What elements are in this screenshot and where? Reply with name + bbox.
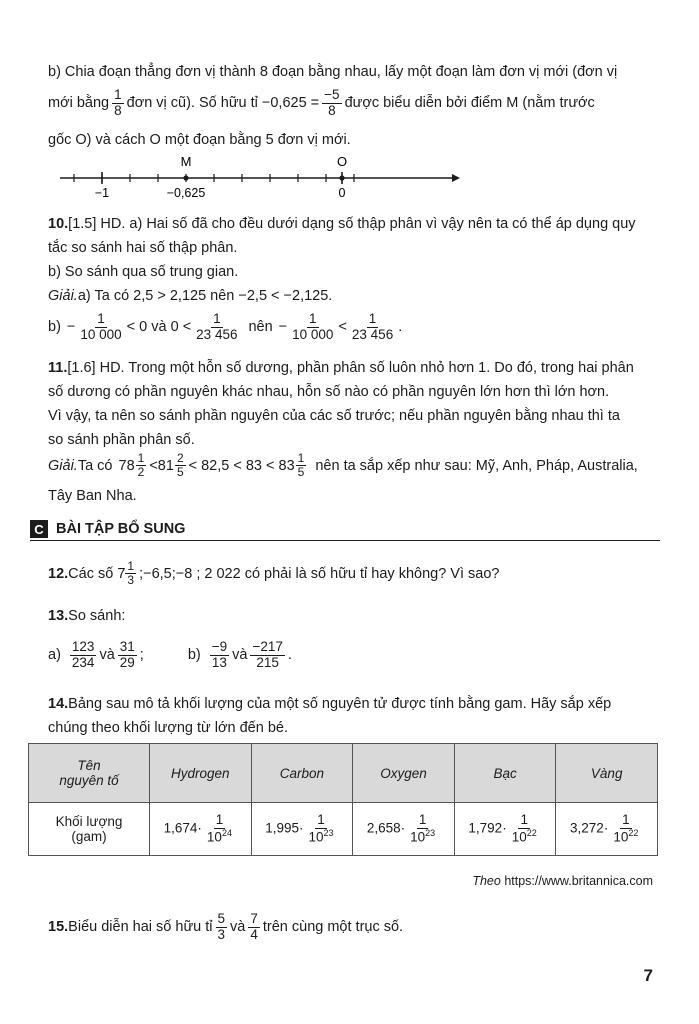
p9b-line2-b: đơn vị cũ). Số hữu tỉ −0,625 = — [126, 95, 320, 112]
compare-text: < 0 và 0 < — [126, 319, 192, 336]
p11-line4-text: so sánh phần phân số. — [48, 432, 195, 448]
frac-num: 1 — [309, 311, 317, 326]
row-label-line: (gam) — [71, 829, 107, 844]
tick-minus1: −1 — [94, 186, 110, 200]
p11-line1 — [48, 360, 660, 376]
frac-num: −5 — [324, 87, 340, 102]
base: 10 — [511, 829, 527, 845]
frac-num: 31 — [119, 639, 135, 654]
problem-number: 10. — [48, 216, 69, 232]
header-label-cell — [29, 744, 150, 803]
p15-text-b: trên cùng một trục số. — [262, 919, 404, 936]
header-cell: Hydrogen — [150, 744, 252, 803]
exponent: 22 — [628, 827, 639, 838]
p14-line1 — [48, 696, 660, 712]
p9b-line3-text: gốc O) và cách O một đoạn bằng 5 đơn vị mới. — [48, 132, 351, 148]
mass-cell — [150, 803, 252, 856]
frac-num: 1 — [297, 451, 305, 465]
p10-line1 — [48, 216, 660, 232]
lt-sign: < — [338, 319, 347, 336]
dot-operator: · — [502, 820, 507, 836]
solution-label: Giải. — [48, 457, 78, 474]
frac-num: 1 — [368, 311, 377, 326]
p10-line2 — [48, 240, 660, 256]
frac-den: 5 — [176, 465, 184, 480]
compare-chain: < 82,5 < 83 < 83 — [188, 457, 295, 474]
p11-line6 — [48, 488, 660, 504]
frac-den: 5 — [297, 465, 305, 480]
fraction — [210, 640, 229, 671]
frac-num: 1 — [127, 559, 135, 573]
coef: 3,272 — [570, 820, 604, 836]
exponent: 23 — [323, 827, 334, 838]
p11-line5 — [48, 452, 660, 479]
va-text: và — [230, 919, 246, 936]
p14-line1-text: Bảng sau mô tả khối lượng của một số nguyên tử được tính bằng gam. Hãy sắp xếp — [68, 696, 612, 712]
header-cell: Bạc — [454, 744, 556, 803]
frac-num: 1 — [418, 811, 427, 827]
p10-line4 — [48, 288, 660, 304]
period: . — [398, 319, 403, 336]
label-m: M — [180, 154, 192, 169]
frac-den: 3 — [217, 926, 226, 942]
fraction — [216, 912, 228, 943]
p13-line1 — [48, 608, 660, 624]
p11-line1-text: [1.6] HD. Trong một hỗn số dương, phần phân số luôn nhỏ hơn 1. Do đó, trong hai phân — [67, 360, 634, 376]
minus-sign: − — [66, 319, 76, 336]
table-row — [29, 803, 658, 856]
coef: 1,792 — [468, 820, 503, 836]
frac-num: 1 — [317, 811, 325, 827]
fraction-minus5-8 — [322, 88, 341, 119]
label-o: O — [336, 154, 348, 169]
section-letter: C — [30, 520, 48, 538]
p9b-line1-text: b) Chia đoạn thẳng đơn vị thành 8 đoạn bằng nhau, lấy một đoạn làm đơn vị mới (đơn vị — [48, 64, 618, 80]
frac-den: 4 — [250, 926, 258, 942]
p10-line2-text: tắc so sánh hai số thập phân. — [48, 240, 238, 256]
number-line — [60, 150, 460, 200]
p11-line2-text: số dương có phần nguyên khác nhau, hỗn số nào có phần nguyên lớn hơn thì lớn hơn. — [48, 384, 610, 400]
p9b-line2 — [48, 88, 660, 119]
base: 10 — [206, 829, 222, 845]
p10-line3 — [48, 264, 660, 280]
frac-den: 234 — [71, 654, 95, 670]
frac-den: 215 — [256, 654, 279, 670]
frac-num: 1 — [97, 311, 105, 326]
coef: 2,658 — [366, 820, 401, 836]
frac-den: 8 — [114, 102, 122, 118]
point-m — [183, 175, 188, 180]
source-prefix: Theo — [472, 874, 501, 888]
frac-num: 1 — [215, 811, 224, 827]
mixed-number — [295, 452, 310, 479]
exponent: 24 — [221, 827, 232, 838]
va-text: và — [99, 647, 115, 664]
minus-sign: − — [278, 319, 288, 336]
base: 10 — [410, 829, 426, 845]
section-title: BÀI TẬP BỔ SUNG — [56, 521, 186, 537]
tick-m-value: −0,625 — [166, 186, 206, 200]
p14-line2-text: chúng theo khối lượng từ lớn đến bé. — [48, 720, 288, 736]
p10-line4-text: a) Ta có 2,5 > 2,125 nên −2,5 < −2,125. — [77, 288, 333, 304]
header-cell: Vàng — [556, 744, 658, 803]
frac-den: 10 000 — [80, 326, 122, 342]
frac-num: 1 — [622, 811, 630, 827]
header-label-line: Tên — [77, 758, 101, 773]
mass-cell — [556, 803, 658, 856]
exponent: 22 — [526, 827, 537, 838]
fraction — [194, 312, 239, 343]
mass-cell — [251, 803, 353, 856]
row-label-cell — [29, 803, 150, 856]
fraction — [78, 312, 123, 343]
p9b-line2-a: mới bằng — [48, 95, 110, 112]
frac-num: 1 — [114, 87, 122, 102]
period: . — [287, 647, 292, 664]
fraction — [125, 560, 136, 587]
frac-den: 2 — [137, 465, 145, 480]
frac-den: 23 456 — [351, 326, 394, 342]
mass-cell — [353, 803, 455, 856]
frac-den: 3 — [127, 573, 135, 588]
base: 10 — [613, 829, 629, 845]
part-label: b) — [187, 647, 201, 664]
p10-line3-text: b) So sánh qua số trung gian. — [48, 264, 239, 280]
exponent: 23 — [425, 827, 436, 838]
fraction — [248, 912, 260, 943]
p15-line — [48, 912, 660, 943]
p9b-line3 — [48, 132, 660, 148]
p13-text: So sánh: — [68, 608, 126, 624]
base: 10 — [308, 829, 324, 845]
frac-num: 1 — [137, 451, 145, 465]
point-o — [339, 175, 344, 180]
frac-den: 29 — [119, 654, 135, 670]
frac-den: 23 456 — [196, 326, 238, 342]
frac-num: 5 — [217, 911, 226, 926]
lt-sign: < — [149, 457, 158, 474]
tick-zero: 0 — [338, 186, 346, 200]
problem-number: 15. — [48, 919, 69, 936]
part-label: a) — [48, 647, 61, 664]
frac-den: 8 — [328, 102, 336, 118]
mixed-number — [158, 452, 189, 479]
page-number: 7 — [643, 966, 653, 985]
table-header-row — [29, 744, 658, 803]
part-label: b) — [48, 319, 61, 336]
p13-line2 — [48, 640, 660, 671]
frac-den: 13 — [211, 654, 227, 670]
solution-label: Giải. — [48, 288, 78, 304]
va-text: và — [232, 647, 248, 664]
p11-line6-text: Tây Ban Nha. — [48, 488, 137, 504]
coef: 1,995 — [265, 820, 300, 836]
source-url: https://www.britannica.com — [500, 874, 653, 888]
whole-part: 78 — [118, 457, 135, 474]
p9b-line2-c: được biểu diễn bởi điểm M (nằm trước — [344, 95, 595, 112]
p11-tail-text: nên ta sắp xếp như sau: Mỹ, Anh, Pháp, Australia, — [315, 457, 638, 474]
problem-number: 11. — [48, 360, 68, 376]
p12-text-a: Các số 7 — [68, 565, 126, 582]
fraction — [250, 640, 284, 671]
row-label-line: Khối lượng — [55, 814, 123, 829]
section-header — [30, 518, 660, 541]
fraction — [350, 312, 395, 343]
frac-num: 1 — [520, 811, 528, 827]
dot-operator: · — [299, 820, 304, 836]
ta-co-text: Ta có — [77, 457, 113, 474]
mixed-number — [119, 452, 150, 479]
p12-line — [48, 560, 660, 587]
header-cell: Carbon — [251, 744, 353, 803]
fraction — [70, 640, 97, 671]
problem-number: 14. — [48, 696, 69, 712]
p9b-line1 — [48, 64, 660, 80]
fraction — [290, 312, 335, 343]
whole-part: 81 — [157, 457, 174, 474]
p11-line3 — [48, 408, 660, 424]
frac-num: 7 — [250, 911, 258, 926]
header-cell: Oxygen — [353, 744, 455, 803]
dot-operator: · — [603, 820, 609, 836]
frac-den: 10 000 — [292, 326, 334, 342]
p15-text-a: Biểu diễn hai số hữu tỉ — [68, 919, 213, 936]
p10-line5 — [48, 312, 660, 343]
p10-line1-text: [1.5] HD. a) Hai số đã cho đều dưới dạng số thập phân vì vậy nên ta có thể áp dụng quy — [68, 216, 636, 232]
dot-operator: · — [197, 820, 202, 836]
fraction-1-8 — [112, 88, 124, 119]
frac-num: −217 — [252, 639, 283, 654]
mass-cell — [454, 803, 556, 856]
coef: 1,674 — [163, 820, 198, 836]
atom-mass-table — [28, 743, 658, 856]
frac-num: 1 — [213, 311, 221, 326]
frac-num: 2 — [176, 451, 184, 465]
p11-line3-text: Vì vậy, ta nên so sánh phần nguyên của các số trước; nếu phần nguyên bằng nhau thì ta — [48, 408, 620, 424]
problem-number: 12. — [48, 565, 69, 582]
header-label-line: nguyên tố — [59, 773, 119, 788]
nen-text: nên — [248, 319, 273, 336]
problem-number: 13. — [48, 608, 69, 624]
p11-line4 — [48, 432, 660, 448]
source-citation — [472, 874, 653, 888]
p12-text-b: ;−6,5;−8 ; 2 022 có phải là số hữu tỉ hay không? Vì sao? — [139, 565, 500, 582]
p14-line2 — [48, 720, 660, 736]
frac-num: −9 — [211, 639, 228, 654]
p11-line2 — [48, 384, 660, 400]
dot-operator: · — [400, 820, 406, 836]
fraction — [118, 640, 137, 671]
frac-num: 123 — [71, 639, 95, 654]
semicolon: ; — [139, 647, 144, 664]
